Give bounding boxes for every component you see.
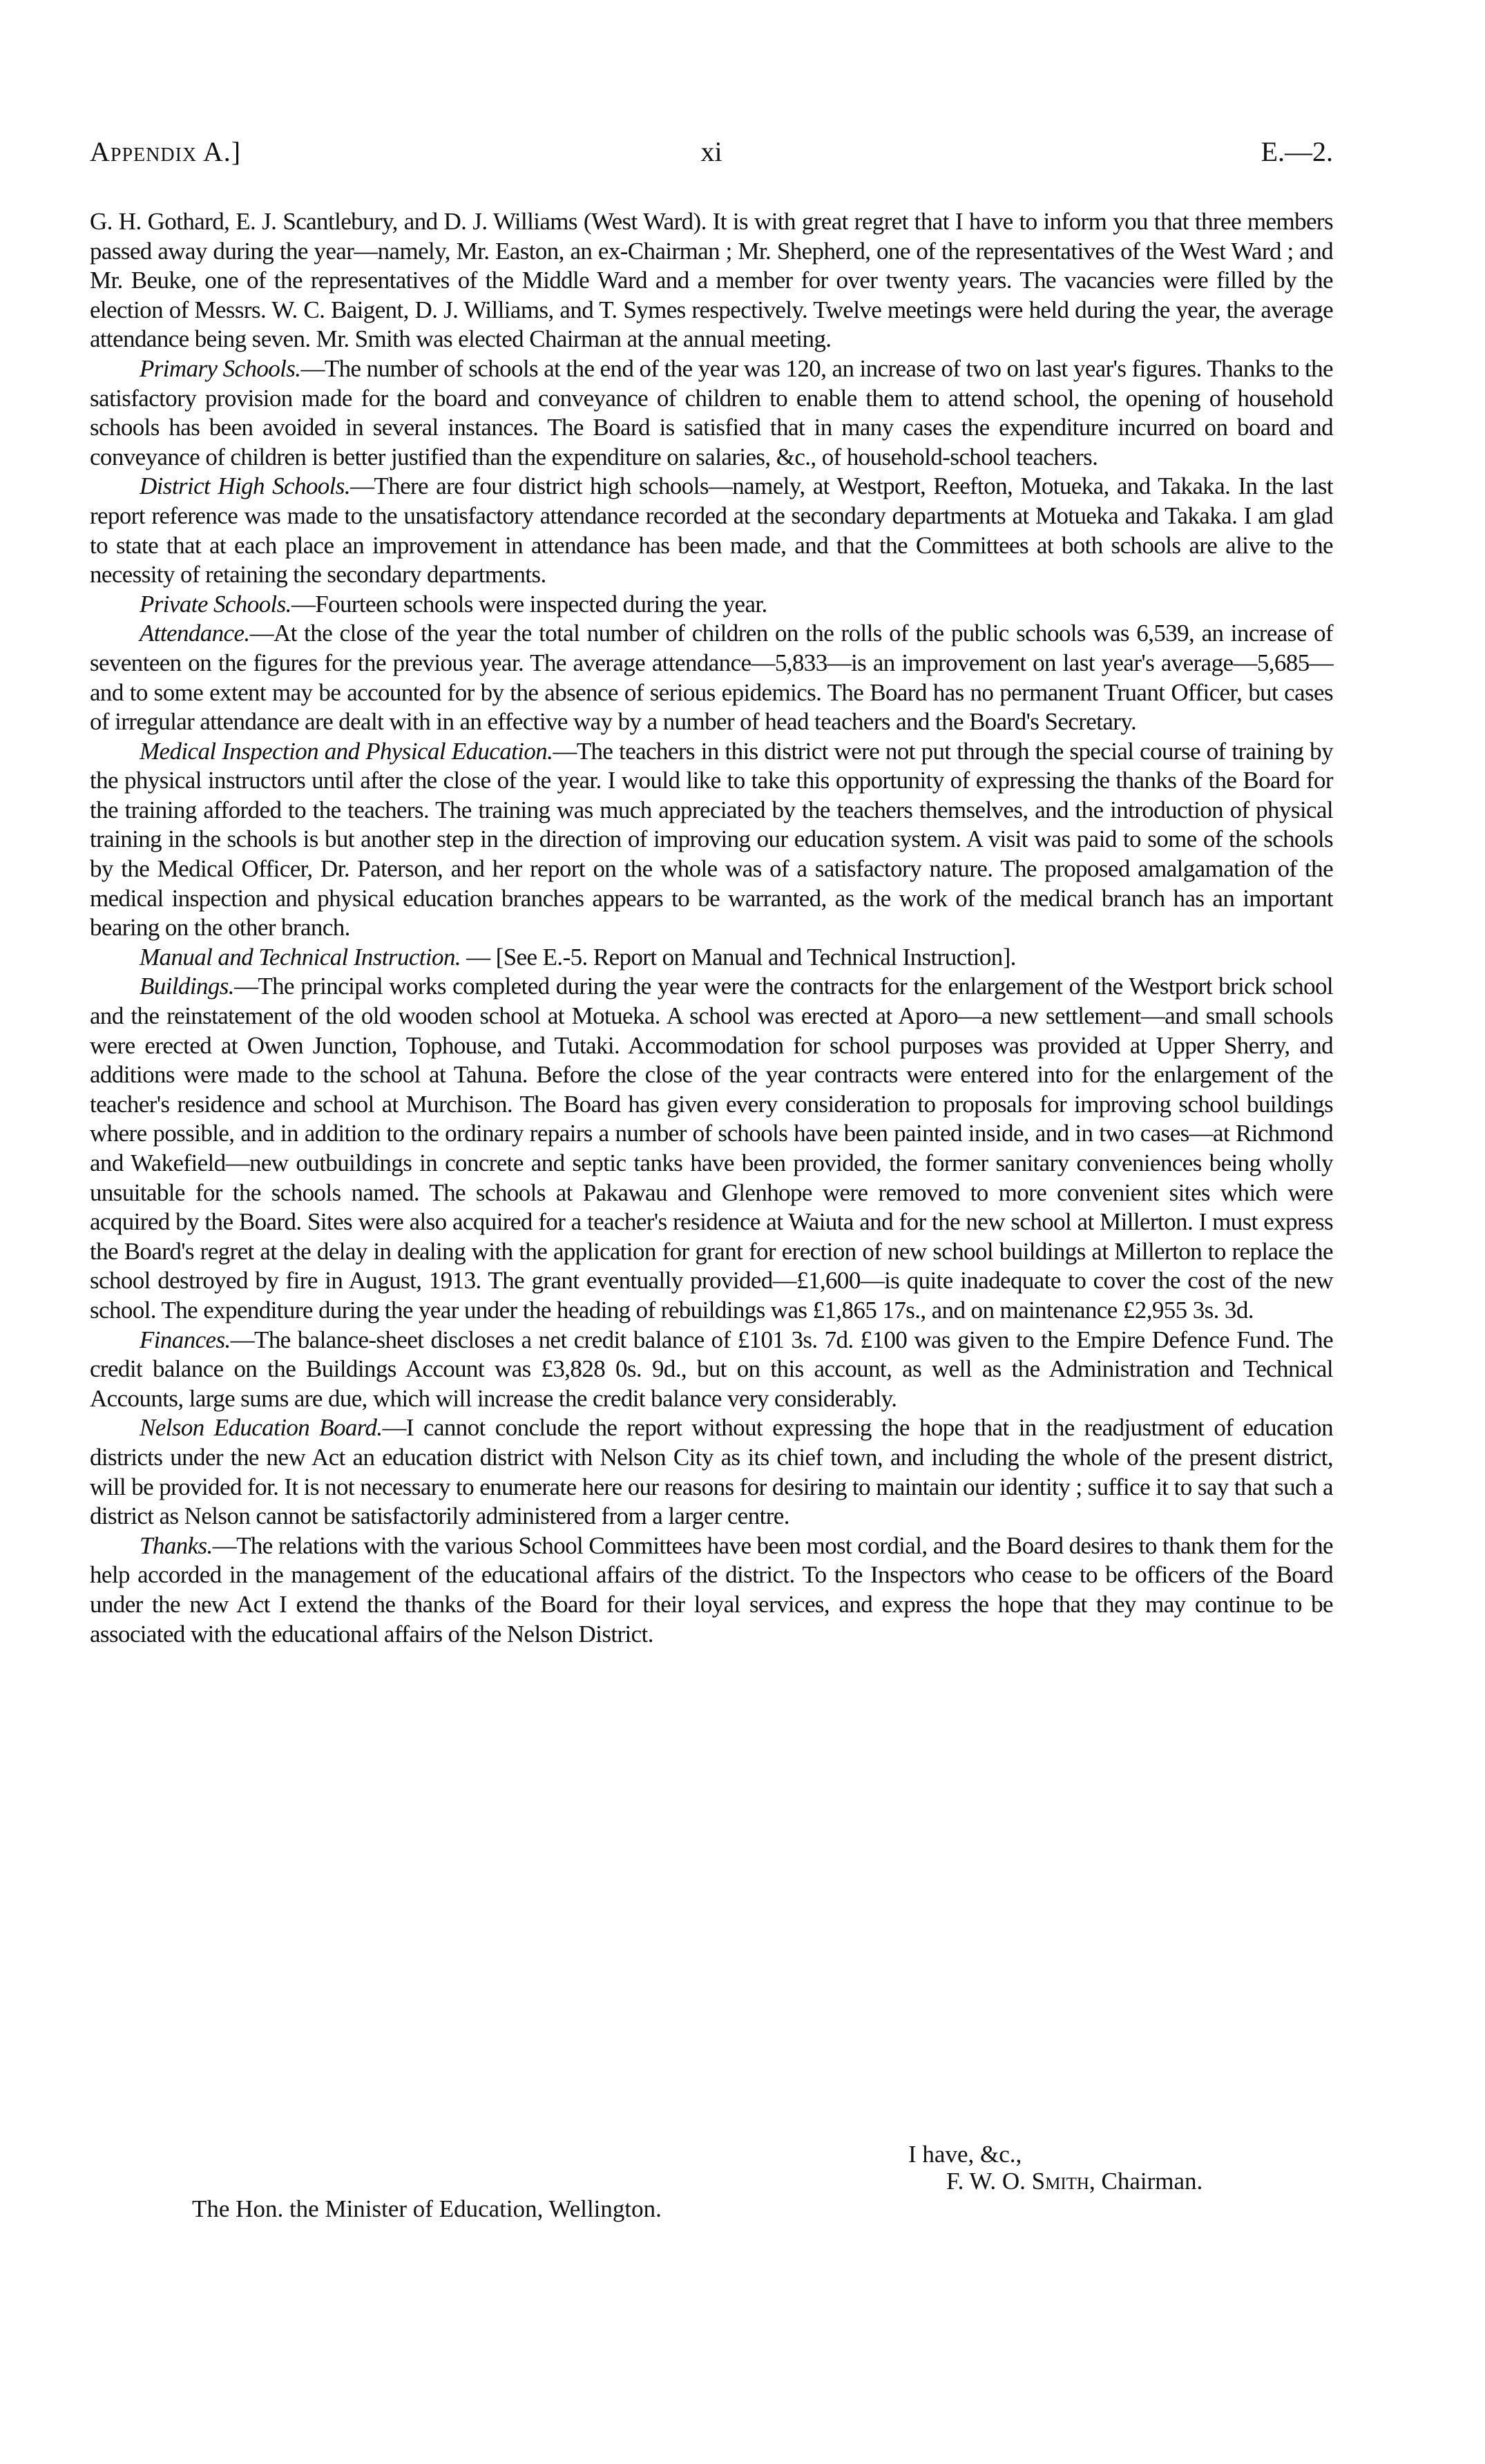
paragraph-text: —The principal works completed during the year were the contracts for the enlargement of the Westport brick school and the reinstatement of the old wooden school at Motueka. A school was erected at Aporo—a new settlement—and small schools were erected at Owen Junction, Tophouse, and Tutaki. Accommodation for school purposes was provided at Upper Sherry, and additions were made to the school at Tahuna. Before the close of the year contracts were entered into for the enlargement of the teacher's residence and school at Murchison. The Board has given every consideration to proposals for improving school buildings where possible, and in addition to the ordinary repairs a number of schools have been painted inside, and in two cases—at Richmond and Wakefield—new outbuildings in concrete and septic tanks have been provided, the former sanitary conveniences being wholly unsuitable for the schools named. The schools at Pakawau and Glenhope were removed to more convenient sites which were acquired by the Board. Sites were also acquired for a teacher's residence at Waiuta and for the new school at Millerton. I must express the Board's regret at the delay in dealing with the application for grant for erection of new school buildings at Millerton to replace the school destroyed by fire in August, 1913. The grant eventually provided—£1,600—is quite inadequate to cover the cost of the new school. The expenditure during the year under the heading of rebuildings was £1,865 17s., and on maintenance £2,955 3s. 3d. [90,973,1333,1324]
paragraph-board-members [90,207,1333,354]
paragraph-heading: Manual and Technical Instruction. [140,943,461,971]
salutation: I have, &c., [908,2141,1022,2168]
paragraph-primary-schools [90,354,1333,472]
paragraph-manual-technical [90,943,1333,973]
paragraph-private-schools [90,590,1333,620]
page-header [90,135,1333,170]
paragraph-heading: Nelson Education Board. [140,1414,383,1442]
paragraph-medical-inspection [90,737,1333,943]
paragraph-heading: Primary Schools. [140,354,301,382]
report-body [90,207,1333,1649]
paragraph-heading: Medical Inspection and Physical Education. [140,737,553,765]
page-number: xi [700,136,722,167]
paragraph-buildings [90,972,1333,1325]
paragraph-text: —Fourteen schools were inspected during the year. [291,590,767,618]
paragraph-heading: Buildings. [140,973,234,1000]
paragraph-text: —The relations with the various School Committees have been most cordial, and the Board desires to thank them for the help accorded in the management of the educational affairs of the district. To the Inspectors who cease to be officers of the Board under the new Act I extend the thanks of the Board for their loyal services, and express the hope that they may continue to be associated with the educational affairs of the Nelson District. [90,1531,1333,1648]
paragraph-text: —The balance-sheet discloses a net credit balance of £101 3s. 7d. £100 was given to the Empire Defence Fund. The credit balance on the Buildings Account was £3,828 0s. 9d., but on this account, as well as the Administration and Technical Accounts, large sums are due, which will increase the credit balance very considerably. [90,1326,1333,1412]
paragraph-heading: Attendance. [140,620,250,647]
addressee: The Hon. the Minister of Education, Wellington. [192,2195,662,2222]
paragraph-text: — [See E.-5. Report on Manual and Technical Instruction]. [461,943,1016,971]
paragraph-text: —The number of schools at the end of the year was 120, an increase of two on last year's figures. Thanks to the satisfactory provision made for the board and conveyance of children to enable them to attend school, the opening of household schools has been avoided in several instances. The Board is satisfied that in many cases the expenditure incurred on board and conveyance of children is better justified than the expenditure on salaries, &c., of household-school teachers. [90,354,1333,470]
appendix-label: Appendix A.] [90,136,242,167]
paragraph-attendance [90,619,1333,736]
paragraph-text: —The teachers in this district were not put through the special course of training by the physical instructors until after the close of the year. I would like to take this opportunity of expressing the thanks of the Board for the training afforded to the teachers. The training was much appreciated by the teachers themselves, and the introduction of physical training in the schools is but another step in the direction of improving our education system. A visit was paid to some of the schools by the Medical Officer, Dr. Paterson, and her report on the whole was of a satisfactory nature. The proposed amalgamation of the medical inspection and physical education branches appears to be warranted, as the work of the medical branch has an important bearing on the other branch. [90,737,1333,942]
paragraph-heading: Finances. [140,1326,231,1353]
paragraph-nelson-education-board [90,1413,1333,1531]
paragraph-heading: Thanks. [140,1531,213,1559]
paragraph-text: G. H. Gothard, E. J. Scantlebury, and D. J. Williams (West Ward). It is with great regret that I have to inform you that three members passed away during the year—namely, Mr. Easton, an ex-Chairman ; Mr. Shepherd, one of the representatives of the West Ward ; and Mr. Beuke, one of the representatives of the Middle Ward and a member for over twenty years. The vacancies were filled by the election of Messrs. W. C. Baigent, D. J. Williams, and T. Symes respectively. Twelve meetings were held during the year, the average attendance being seven. Mr. Smith was elected Chairman at the annual meeting. [90,208,1333,353]
paragraph-heading: District High Schools. [140,472,350,500]
signatory-name: F. W. O. Smith [946,2168,1089,2195]
signature-line [946,2168,1203,2195]
paragraph-district-high-schools [90,472,1333,589]
signatory-title: , Chairman. [1089,2168,1203,2195]
paragraph-text: —There are four district high schools—namely, at Westport, Reefton, Motueka, and Takaka. In the last report reference was made to the unsatisfactory attendance recorded at the secondary departments at Motueka and Takaka. I am glad to state that at each place an improvement in attendance has been made, and that the Committees at both schools are alive to the necessity of retaining the secondary departments. [90,472,1333,589]
paragraph-text: —At the close of the year the total number of children on the rolls of the public schools was 6,539, an increase of seventeen on the figures for the previous year. The average attendance—5,833—is an improvement on last year's average—5,685—and to some extent may be accounted for by the absence of serious epidemics. The Board has no permanent Truant Officer, but cases of irregular attendance are dealt with in an effective way by a number of head teachers and the Board's Secretary. [90,620,1333,736]
paragraph-finances [90,1326,1333,1414]
paragraph-text: —I cannot conclude the report without expressing the hope that in the readjustment of education districts under the new Act an education district with Nelson City as its chief town, and including the whole of the present district, will be provided for. It is not necessary to enumerate here our reasons for desiring to maintain our identity ; suffice it to say that such a district as Nelson cannot be satisfactorily administered from a larger centre. [90,1414,1333,1530]
paragraph-heading: Private Schools. [140,590,291,618]
paragraph-thanks [90,1531,1333,1649]
document-code: E.—2. [1261,136,1333,167]
